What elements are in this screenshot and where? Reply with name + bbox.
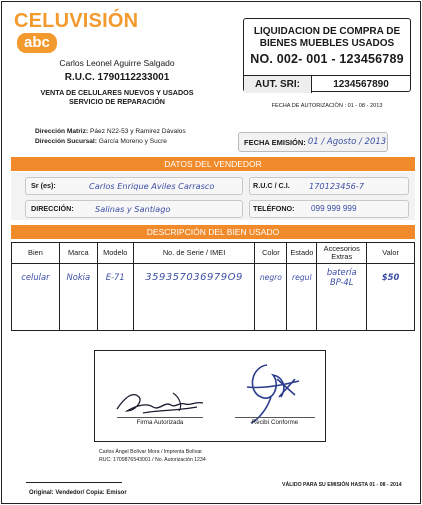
issue-date-field: FECHA EMISIÓN: 01 / Agosto / 2013 [238, 132, 388, 152]
copy-distribution: Original: Vendedor/ Copia: Emisor [29, 490, 127, 496]
company-ruc: R.U.C. 1790112233001 [64, 72, 170, 83]
validity-text: VÁLIDO PARA SU EMISIÓN HASTA 01 - 08 - 2014 [282, 482, 402, 488]
company-logo: CELUVISIÓNabc [14, 10, 139, 51]
col-header-accessories: Accesorios Extras [317, 243, 367, 264]
table-row: celular Nokia E-71 359357036979O9 negro regul batería BP-4L $50 [12, 264, 415, 331]
received-signature-label: Recibí Conforme [251, 419, 299, 426]
document-title: LIQUIDACION DE COMPRA DE BIENES MUEBLES USADOS [253, 26, 401, 49]
matrix-address: Dirección Matriz: Páez N22-53 y Ramirez Dávalos [35, 128, 186, 135]
signature-box [94, 350, 326, 442]
goods-table [11, 242, 415, 331]
col-header-brand: Marca [59, 243, 97, 264]
received-signature-line [235, 417, 315, 418]
col-header-model: Modelo [97, 243, 133, 264]
seller-section-title: DATOS DEL VENDEDOR [11, 157, 415, 171]
col-header-condition: Estado [287, 243, 317, 264]
authorized-signature-label: Firma Autorizada [136, 419, 184, 426]
col-header-item: Bien [12, 243, 60, 264]
seller-section: Sr (es): Carlos Enrique Aviles Carrasco R.U.C / C.I. 170123456-7 DIRECCIÓN: Salinas y Santiago TELÉFONO: 099 999 999 [11, 172, 415, 220]
authorized-signature-icon [113, 377, 213, 421]
sri-authorization: AUT. SRI: 1234567890 [244, 75, 410, 93]
goods-table-header [12, 243, 415, 264]
document-number-box [243, 18, 411, 92]
col-header-serial: No. de Serie / IMEI [133, 243, 255, 264]
printer-info-2: RUC: 1709876543001 / No. Autorización 1234 [99, 457, 206, 463]
printer-info-1: Carlos Ángel Bolívar Mora / Imprenta Bolívar [99, 449, 202, 455]
document-number: NO. 002- 001 - 123456789 [250, 52, 404, 66]
authorized-signature-line [117, 417, 203, 418]
col-header-value: Valor [367, 243, 415, 264]
owner-name: Carlos Leonel Aguirre Salgado [59, 58, 175, 68]
copy-divider [26, 482, 122, 483]
branch-address: Dirección Sucursal: García Moreno y Sucre [35, 138, 167, 145]
authorization-date: FECHA DE AUTORIZACIÓN : 01 - 08 - 2013 [271, 103, 383, 109]
goods-section-title: DESCRIPCIÓN DEL BIEN USADO [11, 225, 415, 239]
company-activity: VENTA DE CELULARES NUEVOS Y USADOS SERVICIO DE REPARACIÓN [40, 88, 194, 106]
col-header-color: Color [255, 243, 287, 264]
invoice-page [1, 1, 421, 504]
